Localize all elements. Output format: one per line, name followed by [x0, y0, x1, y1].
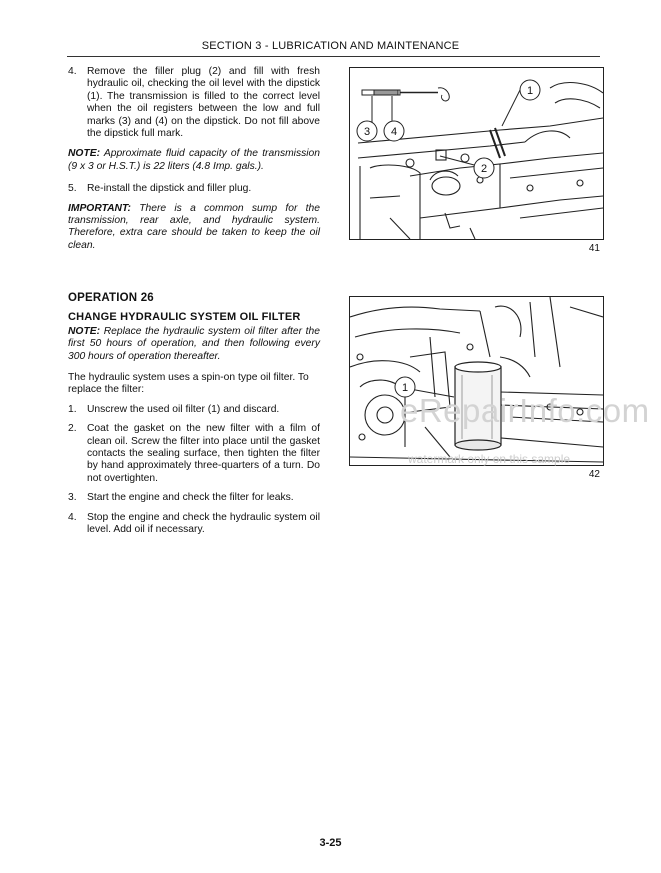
step-text: Stop the engine and check the hydraulic system oil level. Add oil if necessary. [87, 511, 320, 536]
step-number: 4. [68, 511, 77, 523]
step-5-reinstall-dipstick [68, 183, 320, 195]
step-4-remove-filler-plug [68, 66, 320, 140]
note-label: NOTE: [68, 325, 101, 337]
step-4-check-oil-level [68, 512, 320, 537]
header-divider [67, 56, 600, 57]
figure-41-dipstick-illustration [349, 67, 604, 240]
watermark-logo: eRepairInfo.com [400, 392, 650, 429]
important-text: There is a common sump for the transmission, rear axle, and hydraulic system. Therefore, extra care should be taken to keep the oil clean. [68, 202, 320, 251]
figure-42-oil-filter-illustration [349, 296, 604, 466]
important-label: IMPORTANT: [68, 202, 131, 214]
intro-paragraph: The hydraulic system uses a spin-on type oil filter. To replace the filter: [68, 372, 309, 396]
section-header: SECTION 3 - LUBRICATION AND MAINTENANCE [201, 40, 460, 52]
step-2-coat-gasket [68, 423, 320, 485]
step-number: 2. [68, 423, 77, 435]
step-3-check-leaks [68, 492, 320, 504]
step-number: 1. [68, 403, 77, 415]
operation-title: OPERATION 26 [68, 292, 154, 304]
callout-4: 4 [390, 126, 398, 138]
operation-subtitle: CHANGE HYDRAULIC SYSTEM OIL FILTER [68, 311, 301, 324]
replace-interval-note [68, 326, 320, 363]
step-text: Unscrew the used oil filter (1) and discard. [87, 403, 280, 415]
common-sump-important [68, 203, 320, 253]
step-number: 4. [68, 66, 77, 77]
figure-41-number: 41 [588, 243, 600, 254]
step-text: Start the engine and check the filter for leaks. [87, 492, 294, 504]
note-text: Replace the hydraulic system oil filter after the first 50 hours of operation, and then following every 300 hours of operation thereafter. [68, 325, 320, 362]
callout-3: 3 [363, 126, 371, 138]
dipstick-line-drawing [350, 68, 603, 239]
step-text: Re-install the dipstick and filler plug. [87, 183, 252, 195]
note-label: NOTE: [68, 148, 101, 160]
step-1-unscrew-filter [68, 404, 320, 416]
figure-42-number: 42 [588, 469, 600, 480]
callout-1: 1 [401, 382, 409, 394]
callout-1: 1 [526, 85, 534, 97]
oil-filter-line-drawing [350, 297, 603, 465]
callout-2: 2 [480, 163, 488, 175]
operation-text-column [68, 292, 320, 537]
watermark-caption: watermark only on this sample [408, 452, 571, 466]
step-text: Coat the gasket on the new filter with a film of clean oil. Screw the filter into place until the gasket contacts the sealing surface, then tighten the filter by hand approximately three-quarters of a turn. Do not overtighten. [87, 423, 320, 484]
step-number: 5. [68, 183, 77, 195]
fluid-capacity-note [68, 148, 320, 173]
top-text-column [68, 66, 320, 252]
page-number: 3-25 [319, 837, 342, 849]
step-number: 3. [68, 492, 77, 504]
note-text: Approximate fluid capacity of the transmission (9 x 3 or H.S.T.) is 22 liters (4.8 Imp. gals.). [68, 148, 320, 172]
step-text: Remove the filler plug (2) and fill with fresh hydraulic oil, checking the oil level with the dipstick (1). The transmission is filled to the correct level when the oil registers between the low and full marks (3) and (4) on the dipstick. Do not fill above the dipstick full mark. [87, 66, 320, 140]
